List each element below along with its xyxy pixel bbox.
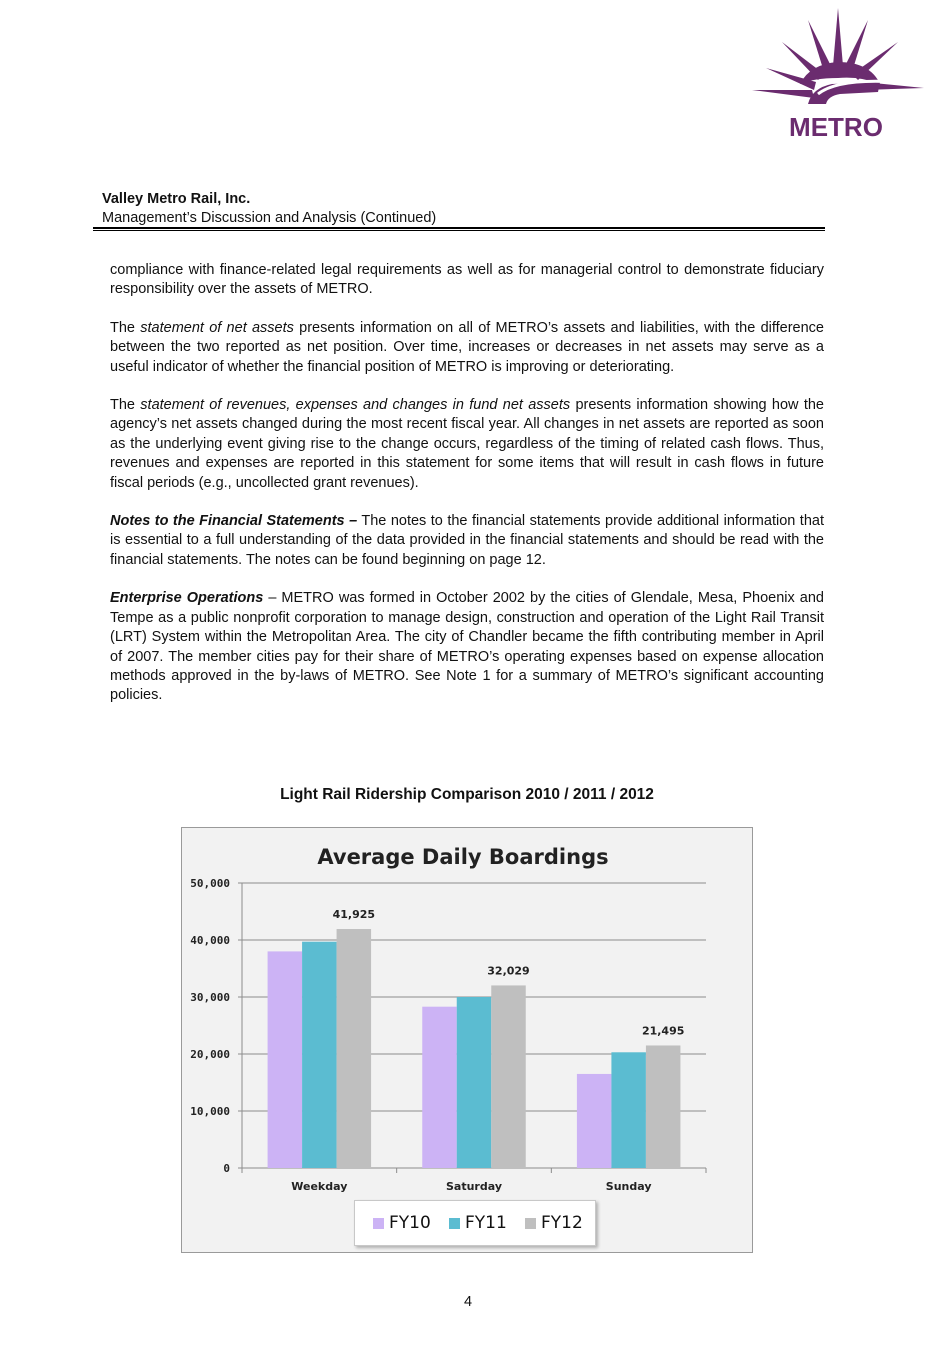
legend-swatch (449, 1218, 460, 1229)
legend-label: FY10 (389, 1213, 431, 1233)
y-tick-label: 20,000 (190, 1048, 230, 1061)
paragraph-5-text: – METRO was formed in October 2002 by the cities of Glendale, Mesa, Phoenix and Tempe as a public nonprofit corporation to manage design, construction and operation of the Light Rail Transit (LRT) System within the Metropolitan Area. The city of Chandler became the fifth contributing member in April of 2007. The member cities pay for their share of METRO’s operating expenses based on expense allocation methods approved in the by-laws of METRO. See Note 1 for a summary of METRO’s significant accounting policies. (110, 590, 824, 704)
bar-fy10-saturday (422, 1007, 457, 1168)
bar-fy11-saturday (457, 997, 492, 1168)
enterprise-operations-heading: Enterprise Operations (110, 590, 264, 607)
legend-swatch (373, 1218, 384, 1229)
y-tick-label: 30,000 (190, 991, 230, 1004)
paragraph-3 (110, 396, 824, 493)
paragraph-3-text: presents information showing how the agency’s net assets changed during the most recent fiscal year. All changes in net assets are reported as soon as the underlying event giving rise to the change occurs, regardless of the timing of related cash flows. Thus, revenues and expenses are reported in this statement for some items that will result in cash flows in future fiscal periods (e.g., uncollected grant revenues). (110, 397, 824, 491)
chart-canvas (182, 828, 754, 1254)
page-number: 4 (463, 1294, 473, 1310)
logo-wordmark: METRO (789, 112, 883, 142)
data-label: 32,029 (487, 964, 530, 978)
data-label: 21,495 (641, 1024, 685, 1038)
paragraph-5 (110, 589, 824, 705)
category-label: Weekday (291, 1180, 348, 1193)
category-label: Saturday (446, 1180, 502, 1193)
bar-fy11-weekday (302, 942, 337, 1168)
bar-fy10-sunday (577, 1074, 612, 1168)
chart-title: Average Daily Boardings (317, 845, 609, 869)
paragraph-4 (110, 512, 824, 570)
statement-of-revenues-term: statement of revenues, expenses and changes in fund net assets (140, 397, 571, 414)
bar-fy10-weekday (268, 951, 303, 1168)
metro-logo (748, 6, 928, 146)
page-header (102, 190, 825, 228)
category-label: Sunday (605, 1180, 652, 1193)
section-subtitle: Management’s Discussion and Analysis (Continued) (102, 210, 437, 226)
y-tick-label: 40,000 (190, 934, 230, 947)
paragraph-2-prefix: The (110, 319, 141, 336)
legend-label: FY12 (541, 1213, 583, 1233)
paragraph-2 (110, 319, 824, 377)
body-text (110, 261, 824, 725)
statement-of-net-assets-term: statement of net assets (140, 319, 294, 336)
paragraph-2-text: presents information on all of METRO’s assets and liabilities, with the difference between the two reported as net position. Over time, increases or decreases in net assets may serve as a useful indicator of whether the financial position of METRO is improving or deteriorating. (110, 319, 824, 375)
paragraph-4-text: The notes to the financial statements provide additional information that is essential to a full understanding of the data provided in the financial statements and should be read with the financial statements. The notes can be found beginning on page 12. (110, 513, 824, 568)
chart-legend (354, 1200, 596, 1246)
paragraph-1 (110, 261, 824, 300)
metro-sunburst-logo-icon (748, 6, 928, 146)
ridership-chart (181, 827, 753, 1253)
paragraph-3-prefix: The (110, 397, 141, 414)
y-tick-label: 50,000 (190, 877, 230, 890)
y-tick-label: 0 (223, 1162, 230, 1175)
figure-title: Light Rail Ridership Comparison 2010 / 2011 / 2012 (280, 786, 654, 803)
company-name: Valley Metro Rail, Inc. (102, 191, 251, 207)
header-rule (93, 227, 825, 231)
bar-fy11-sunday (611, 1052, 646, 1168)
data-label: 41,925 (332, 908, 376, 922)
bar-fy12-sunday (646, 1045, 681, 1168)
paragraph-1-text: compliance with finance-related legal requirements as well as for managerial control to demonstrate fiduciary responsibility over the assets of METRO. (110, 262, 824, 298)
y-tick-label: 10,000 (190, 1105, 230, 1118)
notes-heading: Notes to the Financial Statements – (110, 513, 358, 530)
legend-label: FY11 (465, 1213, 507, 1233)
bar-fy12-weekday (337, 929, 372, 1168)
bar-fy12-saturday (491, 985, 526, 1168)
legend-swatch (525, 1218, 536, 1229)
